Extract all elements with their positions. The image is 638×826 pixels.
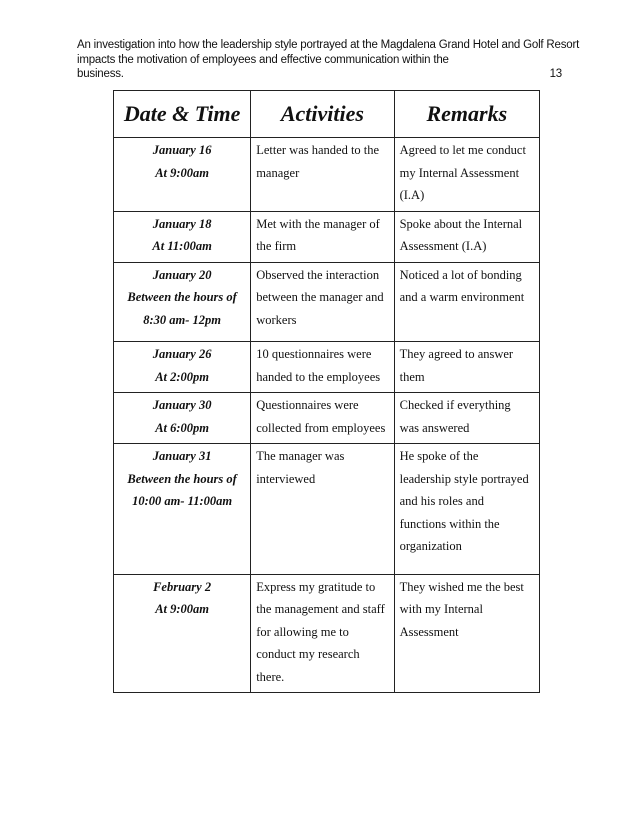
- remark-cell-line: leadership style portrayed: [399, 471, 529, 486]
- table-header-row: [114, 91, 540, 138]
- remark-cell-line: They agreed to answer: [399, 347, 514, 361]
- remark-cell-line: Assessment (I.A): [399, 239, 487, 253]
- column-header-activities: Activities: [251, 91, 394, 138]
- activity-cell-line: 10 questionnaires were: [256, 347, 372, 361]
- date-time-cell-line: Between the hours of: [127, 290, 237, 304]
- activity-cell-line: The manager was: [256, 449, 345, 463]
- remark-cell-line: and a warm environment: [399, 290, 525, 304]
- date-time-cell: [114, 342, 251, 393]
- activity-cell: [251, 444, 394, 575]
- remark-cell-line: Agreed to let me conduct: [399, 143, 526, 157]
- activity-cell-line: collected from employees: [256, 420, 386, 435]
- date-time-cell-line: At 9:00am: [155, 165, 210, 180]
- remark-cell: [394, 211, 539, 262]
- activity-cell-line: Met with the manager of: [256, 216, 380, 231]
- date-time-cell-line: 10:00 am- 11:00am: [132, 494, 233, 508]
- remark-cell-line: He spoke of the: [399, 449, 479, 463]
- activity-cell-line: handed to the employees: [256, 369, 381, 384]
- table-row: [114, 342, 540, 393]
- date-time-cell: [114, 393, 251, 444]
- remark-cell-line: Noticed a lot of bonding: [399, 267, 522, 282]
- date-time-cell-line: February 2: [153, 579, 212, 594]
- activity-log-table: [113, 90, 540, 693]
- activity-cell-line: Questionnaires were: [256, 398, 359, 412]
- table-row: [114, 393, 540, 444]
- remark-cell-line: Spoke about the Internal: [399, 216, 523, 231]
- remark-cell: [394, 574, 539, 693]
- remark-cell: [394, 444, 539, 575]
- column-header-remarks: Remarks: [394, 91, 539, 138]
- date-time-cell: [114, 574, 251, 693]
- remark-cell-line: (I.A): [399, 188, 425, 202]
- activity-cell: [251, 262, 394, 342]
- table-row: [114, 262, 540, 342]
- remark-cell: [394, 138, 539, 212]
- remark-cell-line: organization: [399, 539, 462, 553]
- table-body: [114, 138, 540, 693]
- remark-cell-line: Checked if everything: [399, 398, 511, 412]
- date-time-cell-line: January 18: [152, 216, 212, 231]
- activity-cell-line: Observed the interaction: [256, 267, 380, 282]
- remark-cell: [394, 393, 539, 444]
- activity-cell: [251, 342, 394, 393]
- date-time-cell: [114, 211, 251, 262]
- date-time-cell: [114, 262, 251, 342]
- activity-cell: [251, 393, 394, 444]
- remark-cell-line: They wished me the best: [399, 579, 524, 594]
- activity-cell-line: for allowing me to: [256, 624, 349, 639]
- date-time-cell: [114, 138, 251, 212]
- date-time-cell-line: At 2:00pm: [155, 369, 210, 384]
- date-time-cell-line: 8:30 am- 12pm: [143, 312, 221, 327]
- activity-cell-line: interviewed: [256, 471, 316, 486]
- header-title-line-3: business.: [77, 68, 124, 80]
- date-time-cell-line: January 31: [152, 449, 212, 463]
- remark-cell-line: Assessment: [399, 624, 459, 639]
- table-row: [114, 444, 540, 575]
- remark-cell-line: was answered: [399, 420, 470, 435]
- date-time-cell-line: At 9:00am: [155, 602, 210, 616]
- date-time-cell-line: January 26: [152, 347, 212, 361]
- table-row: [114, 138, 540, 212]
- activity-cell-line: Letter was handed to the: [256, 143, 380, 157]
- header-title-line-2: impacts the motivation of employees and effective communication within the: [77, 53, 449, 66]
- activity-cell-line: between the manager and: [256, 290, 384, 304]
- remark-cell-line: and his roles and: [399, 494, 484, 508]
- remark-cell-line: them: [399, 369, 425, 384]
- activity-cell-line: workers: [256, 312, 297, 327]
- date-time-cell-line: January 16: [152, 143, 212, 157]
- activity-cell: [251, 211, 394, 262]
- column-header-date-time: Date & Time: [114, 91, 251, 138]
- page-header: [77, 38, 580, 82]
- date-time-cell-line: At 11:00am: [152, 239, 212, 253]
- table-row: [114, 574, 540, 693]
- remark-cell-line: my Internal Assessment: [399, 165, 520, 180]
- date-time-cell-line: January 30: [152, 398, 212, 412]
- activity-cell-line: the firm: [256, 239, 297, 253]
- activity-cell: [251, 138, 394, 212]
- activity-cell-line: Express my gratitude to: [256, 579, 376, 594]
- activity-cell: [251, 574, 394, 693]
- table-row: [114, 211, 540, 262]
- activity-cell-line: manager: [256, 165, 300, 180]
- remark-cell: [394, 342, 539, 393]
- date-time-cell-line: Between the hours of: [127, 471, 237, 486]
- date-time-cell: [114, 444, 251, 575]
- activity-cell-line: there.: [256, 669, 285, 684]
- page-number: 13: [549, 68, 562, 80]
- activity-cell-line: the management and staff: [256, 602, 385, 616]
- date-time-cell-line: January 20: [152, 267, 212, 282]
- activity-cell-line: conduct my research: [256, 647, 360, 661]
- remark-cell-line: functions within the: [399, 516, 500, 531]
- remark-cell-line: with my Internal: [399, 602, 483, 616]
- remark-cell: [394, 262, 539, 342]
- header-title-line-1: An investigation into how the leadership style portrayed at the Magdalena Grand Hotel and Golf Resort: [77, 39, 580, 51]
- date-time-cell-line: At 6:00pm: [155, 420, 210, 435]
